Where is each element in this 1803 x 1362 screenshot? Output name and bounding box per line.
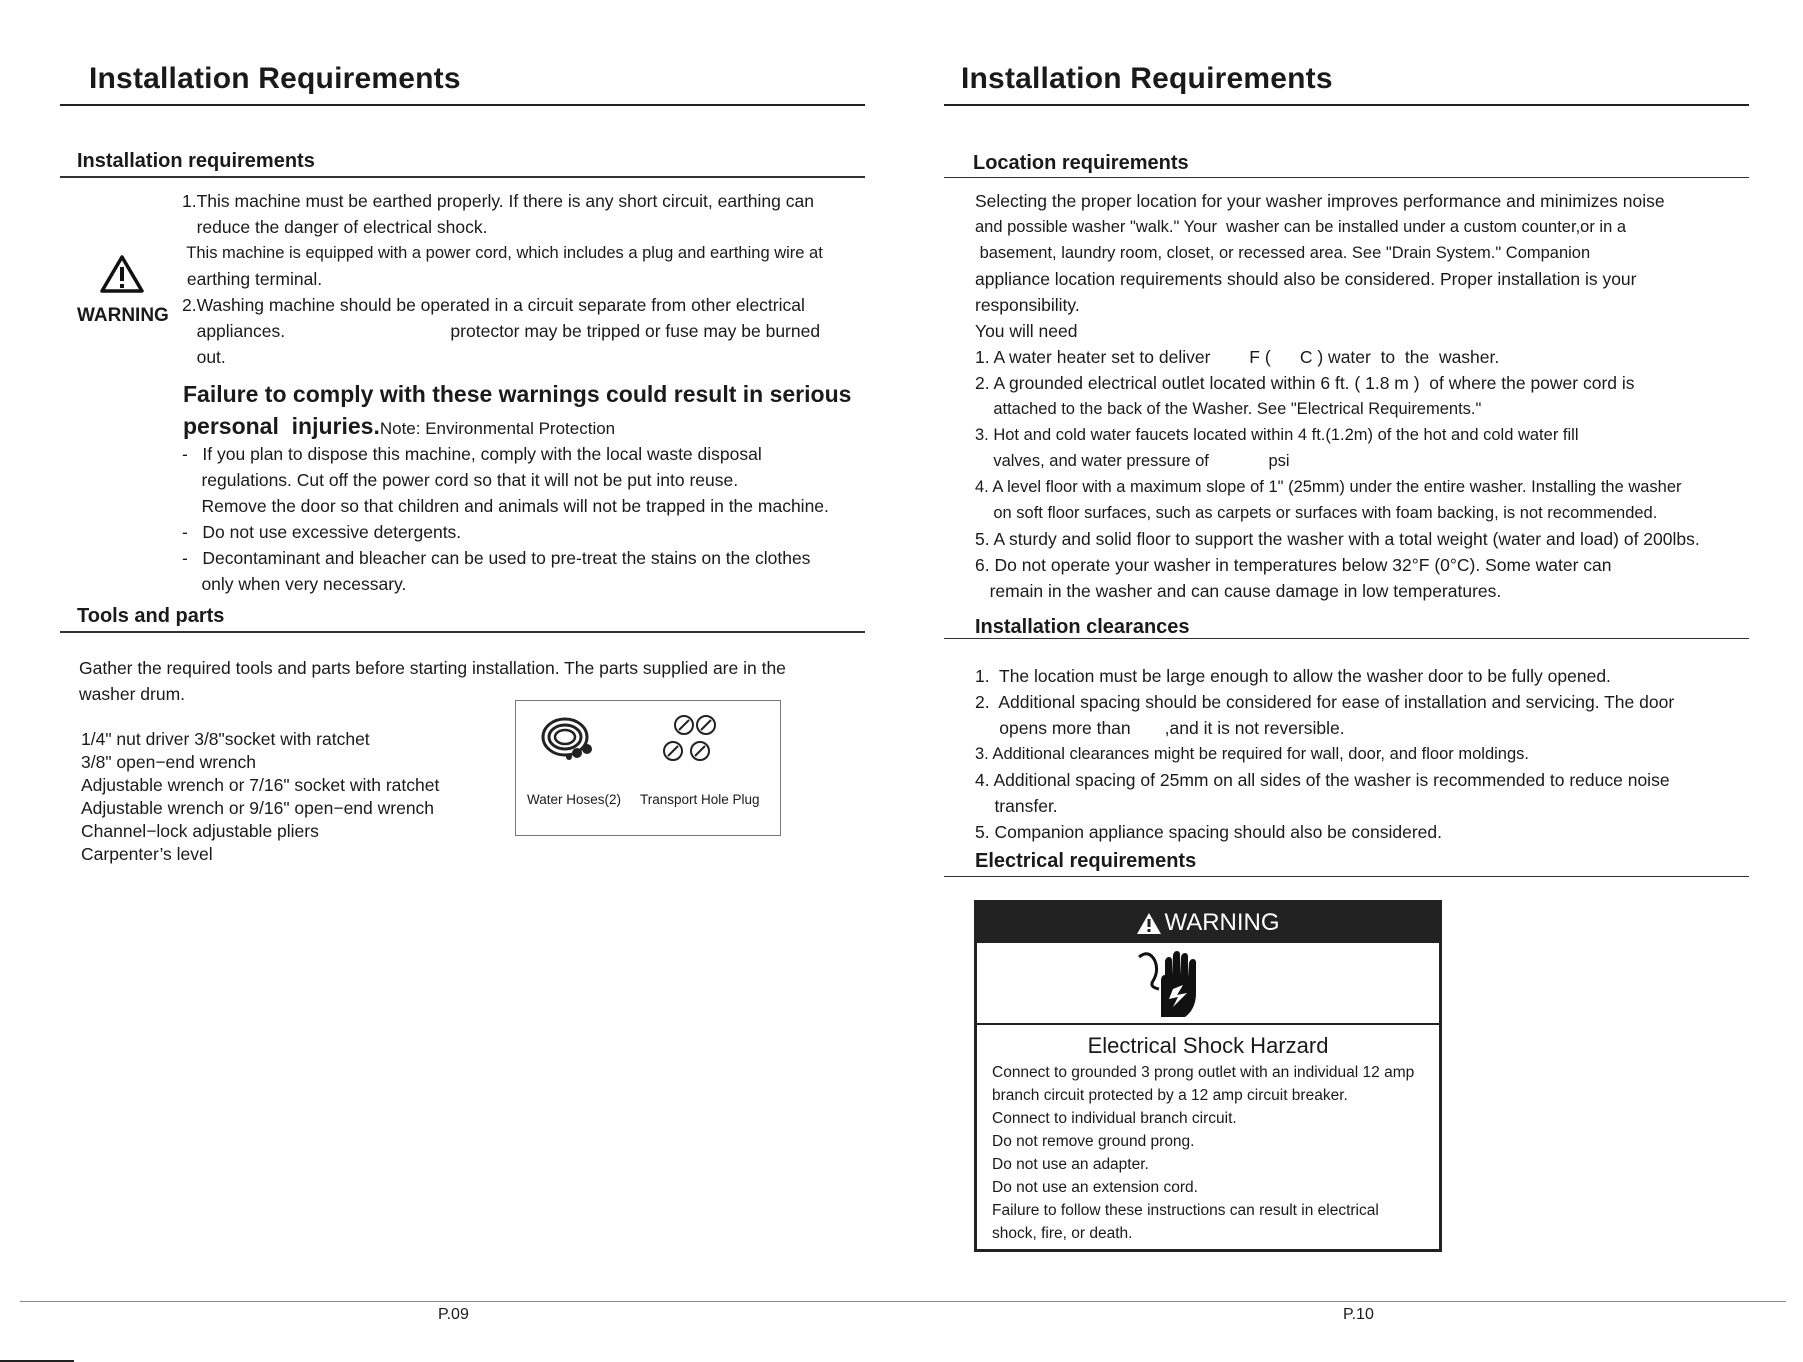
warning-line: reduce the danger of electrical shock.: [182, 217, 488, 237]
env-line: regulations. Cut off the power cord so that it will not be put into reuse.: [182, 470, 739, 490]
failure-line-emphasis: personal injuries.: [183, 413, 380, 439]
electrical-warning-box: [974, 900, 1442, 1252]
location-line: 5. A sturdy and solid floor to support the washer with a total weight (water and load) of 200lbs.: [975, 529, 1700, 549]
page-number-left: P.09: [438, 1306, 469, 1323]
parts-box: [515, 700, 781, 836]
environment-note: Note: Environmental Protection: [379, 419, 616, 438]
section-heading-electrical: Electrical requirements: [975, 850, 1197, 872]
warning-label: WARNING: [77, 305, 169, 326]
environment-list: [182, 441, 829, 597]
env-line: - Do not use excessive detergents.: [182, 522, 462, 542]
tools-list: [81, 728, 439, 866]
installation-warning-list: [182, 188, 823, 370]
location-line: You will need: [975, 321, 1078, 341]
instruction-line: shock, fire, or death.: [992, 1225, 1133, 1242]
title-divider: [60, 104, 865, 106]
electric-shock-hand-icon: [1133, 947, 1209, 1026]
failure-line: [183, 410, 851, 445]
warning-line: 1.This machine must be earthed properly. If there is any short circuit, earthing can: [182, 191, 814, 211]
warning-triangle-icon: [1136, 912, 1162, 935]
env-line: - If you plan to dispose this machine, comply with the local waste disposal: [182, 444, 762, 464]
location-line: 3. Hot and cold water faucets located within 4 ft.(1.2m) of the hot and cold water fill: [975, 426, 1579, 444]
tool-item: Carpenter’s level: [81, 844, 213, 864]
location-line: 1. A water heater set to deliver F ( C ) water to the washer.: [975, 347, 1500, 367]
location-line: basement, laundry room, closet, or recessed area. See "Drain System." Companion: [975, 244, 1591, 262]
section-divider: [944, 638, 1749, 639]
instruction-line: Failure to follow these instructions can result in electrical: [992, 1202, 1379, 1219]
transport-plug-label: Transport Hole Plug: [640, 792, 760, 807]
location-line: responsibility.: [975, 295, 1080, 315]
warning-triangle-icon: [99, 254, 145, 299]
failure-line: Failure to comply with these warnings could result in serious: [183, 381, 852, 407]
footer-divider: [20, 1301, 1786, 1302]
location-line: Selecting the proper location for your washer improves performance and minimizes noise: [975, 191, 1665, 211]
warning-instructions: [992, 1061, 1414, 1245]
section-divider: [60, 176, 865, 178]
instruction-line: Do not use an adapter.: [992, 1156, 1149, 1173]
tool-item: 1/4" nut driver 3/8"socket with ratchet: [81, 729, 370, 749]
clearance-line: 1. The location must be large enough to allow the washer door to be fully opened.: [975, 666, 1611, 686]
tool-item: Adjustable wrench or 9/16" open−end wrench: [81, 798, 435, 818]
intro-line: washer drum.: [79, 684, 186, 704]
section-heading-location: Location requirements: [973, 152, 1189, 174]
clearance-line: 2. Additional spacing should be considered for ease of installation and servicing. The door: [975, 692, 1675, 712]
location-line: valves, and water pressure of psi: [975, 452, 1290, 470]
section-heading-tools: Tools and parts: [77, 605, 225, 627]
page-number-right: P.10: [1343, 1306, 1374, 1323]
warning-line: appliances. protector may be tripped or fuse may be burned: [182, 321, 821, 341]
water-hose-icon: [539, 711, 599, 772]
warning-heading: Electrical Shock Harzard: [1087, 1033, 1329, 1058]
water-hoses-label: Water Hoses(2): [527, 792, 622, 807]
section-divider: [944, 177, 1749, 178]
instruction-line: Do not use an extension cord.: [992, 1179, 1198, 1196]
instruction-line: branch circuit protected by a 12 amp circuit breaker.: [992, 1087, 1348, 1104]
clearances-list: [975, 663, 1674, 845]
location-list: [975, 188, 1700, 604]
location-line: and possible washer "walk." Your washer can be installed under a custom counter,or in a: [975, 218, 1627, 236]
location-line: 4. A level floor with a maximum slope of 1" (25mm) under the entire washer. Installing the washer: [975, 478, 1682, 496]
right-page-title: Installation Requirements: [961, 62, 1333, 95]
location-line: appliance location requirements should also be considered. Proper installation is your: [975, 269, 1637, 289]
warning-line: earthing terminal.: [182, 269, 323, 289]
section-divider: [60, 631, 865, 633]
clearance-line: 5. Companion appliance spacing should also be considered.: [975, 822, 1442, 842]
warning-header: [977, 903, 1439, 943]
location-line: remain in the washer and can cause damage in low temperatures.: [975, 581, 1502, 601]
failure-warning: [183, 378, 851, 445]
left-page-title: Installation Requirements: [89, 62, 461, 95]
title-divider: [944, 104, 1749, 106]
instruction-line: Do not remove ground prong.: [992, 1133, 1195, 1150]
env-line: only when very necessary.: [182, 574, 407, 594]
warning-line: 2.Washing machine should be operated in a circuit separate from other electrical: [182, 295, 805, 315]
transport-hole-plug-icon: [660, 713, 724, 768]
warning-line: This machine is equipped with a power cord, which includes a plug and earthing wire at: [182, 244, 823, 262]
location-line: 2. A grounded electrical outlet located within 6 ft. ( 1.8 m ) of where the power cord is: [975, 373, 1635, 393]
section-divider: [944, 876, 1749, 877]
warning-line: out.: [182, 347, 226, 367]
clearance-line: opens more than ,and it is not reversible.: [975, 718, 1345, 738]
clearance-line: 3. Additional clearances might be required for wall, door, and floor moldings.: [975, 745, 1529, 763]
location-line: attached to the back of the Washer. See "Electrical Requirements.": [975, 400, 1482, 418]
section-heading-installation: Installation requirements: [77, 150, 315, 172]
section-heading-clearances: Installation clearances: [975, 616, 1190, 638]
env-line: Remove the door so that children and animals will not be trapped in the machine.: [182, 496, 829, 516]
tool-item: Channel−lock adjustable pliers: [81, 821, 319, 841]
location-line: on soft floor surfaces, such as carpets or surfaces with foam backing, is not recommended.: [975, 504, 1658, 522]
location-line: 6. Do not operate your washer in temperatures below 32°F (0°C). Some water can: [975, 555, 1612, 575]
instruction-line: Connect to individual branch circuit.: [992, 1110, 1237, 1127]
warning-header-text: WARNING: [1164, 909, 1280, 936]
instruction-line: Connect to grounded 3 prong outlet with an individual 12 amp: [992, 1064, 1415, 1081]
tool-item: 3/8" open−end wrench: [81, 752, 257, 772]
env-line: - Decontaminant and bleacher can be used to pre-treat the stains on the clothes: [182, 548, 811, 568]
intro-line: Gather the required tools and parts before starting installation. The parts supplied are in the: [79, 658, 786, 678]
clearance-line: transfer.: [975, 796, 1058, 816]
tool-item: Adjustable wrench or 7/16" socket with ratchet: [81, 775, 440, 795]
clearance-line: 4. Additional spacing of 25mm on all sides of the washer is recommended to reduce noise: [975, 770, 1670, 790]
